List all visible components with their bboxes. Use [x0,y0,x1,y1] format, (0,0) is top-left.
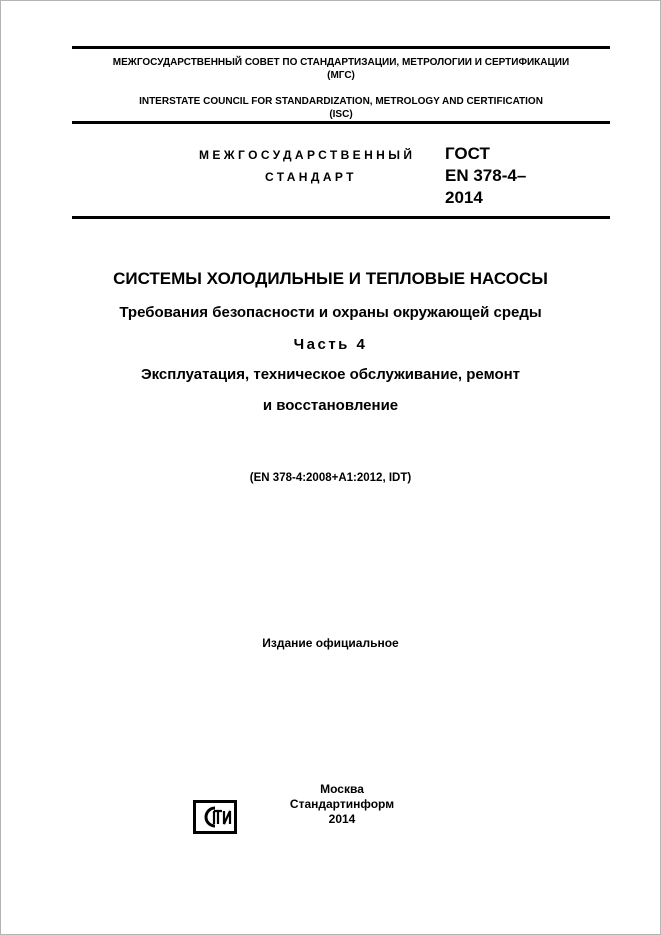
council-en [72,95,610,121]
publisher-city: Москва [320,782,364,796]
publisher-year: 2014 [328,812,356,826]
subtitle: Требования безопасности и охраны окружающей среды [119,304,542,321]
gost-line1: ГОСТ [445,144,490,163]
council-ru [72,56,610,82]
main-title: СИСТЕМЫ ХОЛОДИЛЬНЫЕ И ТЕПЛОВЫЕ НАСОСЫ [113,269,548,288]
council-en-abbr: (ISC) [329,109,353,120]
publisher-block [262,782,422,827]
gost-line2: EN 378-4– [445,166,527,185]
publisher-name: Стандартинформ [289,797,395,811]
standard-label-line2: СТАНДАРТ [265,170,357,184]
council-rule [72,121,610,124]
header-rule [72,216,610,219]
official-edition: Издание официальное [262,636,399,650]
part-number: Часть 4 [293,336,368,353]
gost-line3: 2014 [445,188,483,207]
top-rule [72,46,610,49]
council-ru-abbr: (МГС) [327,70,355,81]
gost-designation [445,143,526,209]
part-title-line1: Эксплуатация, техническое обслуживание, ремонт [140,366,521,383]
part-title-line2: и восстановление [262,397,399,414]
council-ru-name: МЕЖГОСУДАРСТВЕННЫЙ СОВЕТ ПО СТАНДАРТИЗАЦИИ, МЕТРОЛОГИИ И СЕРТИФИКАЦИИ [112,57,570,68]
council-en-name: INTERSTATE COUNCIL FOR STANDARDIZATION, METROLOGY AND CERTIFICATION [139,96,543,107]
standard-label-line1: МЕЖГОСУДАРСТВЕННЫЙ [199,148,416,162]
en-reference: (EN 378-4:2008+A1:2012, IDT) [249,472,412,484]
standartinform-logo-icon [193,800,237,834]
